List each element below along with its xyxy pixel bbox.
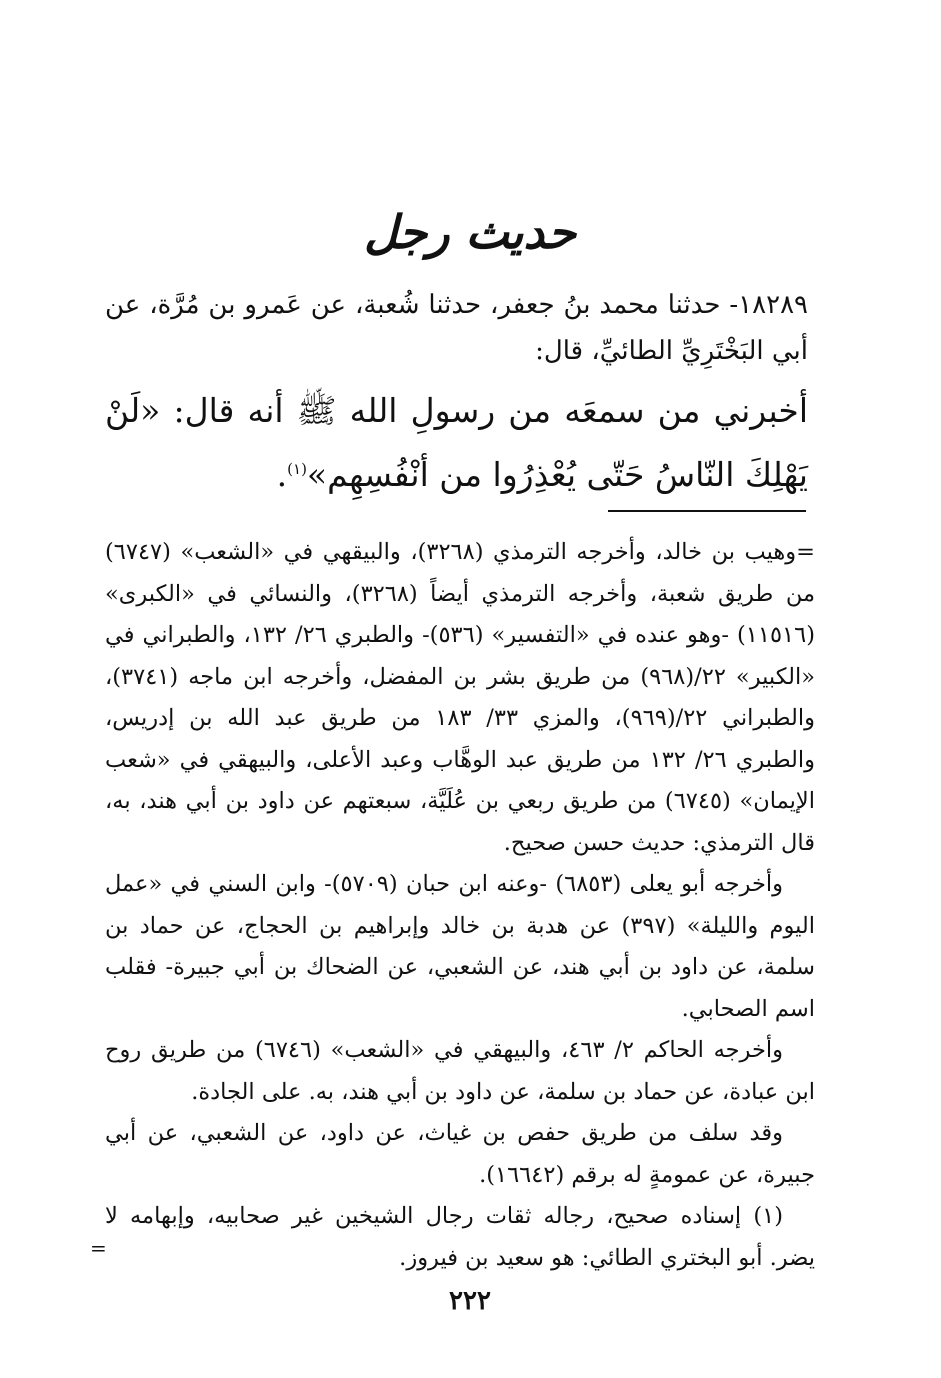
hadith-chain-paragraph: ١٨٢٨٩- حدثنا محمد بنُ جعفر، حدثنا شُعبة، عن عَمرو بن مُرَّة، عن أبي البَخْتَرِيِّ الطائيِّ، قال:	[105, 290, 808, 366]
footnote-paragraph: =وهيب بن خالد، وأخرجه الترمذي (٣٢٦٨)، والبيقهي في «الشعب» (٦٧٤٧) من طريق شعبة، وأخرجه الترمذي أيضاً (٣٢٦٨)، والنسائي في «الكبرى» (١١٥١٦) -وهو عنده في «التفسير» (٥٣٦)- والطبري ٢٦/ ١٣٢، والطبراني في «الكبير» ٢٢/(٩٦٨) من طريق بشر بن المفضل، وأخرجه ابن ماجه (٣٧٤١)، والطبراني ٢٢/(٩٦٩)، والمزي ٣٣/ ١٨٣ من طريق عبد الله بن إدريس، والطبري ٢٦/ ١٣٢ من طريق عبد الوهَّاب وعبد الأعلى، والبيهقي في «شعب الإيمان» (٦٧٤٥) من طريق ربعي بن عُلَيَّة، سبعتهم عن داود بن أبي هند، به، قال الترمذي: حديث حسن صحيح.	[105, 539, 816, 856]
footnote-paragraph: وأخرجه أبو يعلى (٦٨٥٣) -وعنه ابن حبان (٥٧٠٩)- وابن السني في «عمل اليوم والليلة» (٣٩٧) عن هدبة بن خالد وإبراهيم بن الحجاج، عن حماد بن سلمة، عن داود بن أبي هند، عن الشعبي، عن الضحاك بن أبي جبيرة- فقلب اسم الصحابي.	[105, 871, 815, 1022]
footnote-paragraph: وأخرجه الحاكم ٢/ ٤٦٣، والبيهقي في «الشعب» (٦٧٤٦) من طريق روح ابن عبادة، عن حماد بن سلمة، عن داود بن أبي هند، به. على الجادة.	[105, 1037, 815, 1105]
continuation-mark: =	[90, 1236, 107, 1260]
hadith-body: أخبرني من سمعَه من رسولِ الله ﷺ أنه قال: «لَنْ يَهْلِكَ النّاسُ حَتّى يُعْذِرُوا من أنْفُسِهِم»	[105, 391, 808, 494]
footnote-paragraph: وقد سلف من طريق حفص بن غياث، عن داود، عن الشعبي، عن أبي جبيرة، عن عمومةٍ له برقم (١٦٦٤٢).	[105, 1120, 815, 1188]
footnote-marker: (١)	[287, 460, 307, 478]
main-text	[105, 282, 808, 374]
hadith-text	[105, 382, 808, 504]
footnote-paragraph: (١) إسناده صحيح، رجاله ثقات رجال الشيخين غير صحابيه، وإبهامه لا يضر. أبو البختري الطائي: هو سعيد بن فيروز.	[105, 1203, 815, 1271]
footnotes	[105, 532, 815, 1279]
section-heading: حديث رجل	[363, 205, 577, 259]
footnote-separator	[608, 510, 806, 512]
hadith-end-punctuation: .	[276, 455, 288, 494]
page-number: ٢٢٢	[449, 1286, 491, 1316]
